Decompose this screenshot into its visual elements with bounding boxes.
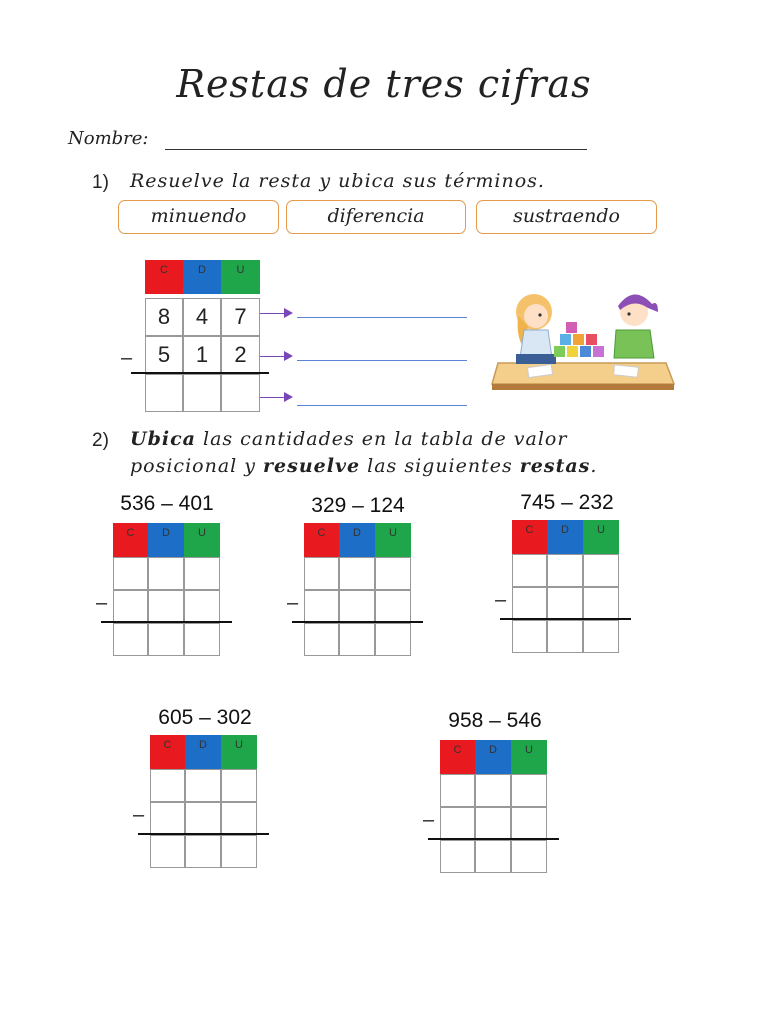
cell[interactable] xyxy=(304,623,339,656)
cell[interactable] xyxy=(184,623,220,656)
arrow-difference-head xyxy=(284,392,293,402)
cell[interactable] xyxy=(512,587,547,620)
minus-sign: – xyxy=(495,589,507,611)
exercise-2-line-2-a: posicional y xyxy=(130,455,264,477)
cell[interactable] xyxy=(583,620,619,653)
cell[interactable] xyxy=(184,557,220,590)
answer-line-difference[interactable] xyxy=(297,405,467,406)
subtraction-rule xyxy=(101,621,232,623)
operation-2-title: 329 – 124 xyxy=(311,494,405,517)
cell[interactable] xyxy=(375,557,411,590)
header-hundreds: C xyxy=(150,735,185,769)
exercise-2-line-2 xyxy=(130,455,597,477)
result-tens[interactable] xyxy=(183,374,221,412)
exercise-2-line-1 xyxy=(130,428,567,450)
cell[interactable] xyxy=(547,554,583,587)
subtraction-rule xyxy=(428,838,559,840)
operation-5-title: 958 – 546 xyxy=(448,709,542,732)
cell[interactable] xyxy=(475,774,511,807)
subtraction-rule xyxy=(131,372,269,374)
cell[interactable] xyxy=(304,557,339,590)
minuend-tens: 4 xyxy=(183,298,221,336)
cell[interactable] xyxy=(304,590,339,623)
cell[interactable] xyxy=(185,835,221,868)
answer-line-subtrahend[interactable] xyxy=(297,360,467,361)
exercise-2-word-resuelve: resuelve xyxy=(263,455,361,477)
operation-5-table xyxy=(423,740,547,873)
header-tens: D xyxy=(148,523,184,557)
cell[interactable] xyxy=(150,802,185,835)
header-units: U xyxy=(583,520,619,554)
header-hundreds: C xyxy=(304,523,339,557)
operation-2-table xyxy=(287,523,411,656)
cell[interactable] xyxy=(185,769,221,802)
operation-4-title: 605 – 302 xyxy=(158,706,252,729)
header-hundreds: C xyxy=(145,260,183,294)
cell[interactable] xyxy=(339,623,375,656)
cell[interactable] xyxy=(375,623,411,656)
header-hundreds: C xyxy=(440,740,475,774)
children-blocks-illustration xyxy=(488,278,676,398)
exercise-1-number: 1) xyxy=(92,172,109,193)
cell[interactable] xyxy=(511,774,547,807)
cell[interactable] xyxy=(440,807,475,840)
page-title: Restas de tres cifras xyxy=(176,62,592,106)
header-tens: D xyxy=(183,260,221,294)
cell[interactable] xyxy=(221,769,257,802)
cell[interactable] xyxy=(512,554,547,587)
term-minuendo[interactable]: minuendo xyxy=(118,200,279,234)
arrow-subtrahend xyxy=(260,356,284,357)
arrow-minuend-head xyxy=(284,308,293,318)
cell[interactable] xyxy=(339,557,375,590)
header-units: U xyxy=(184,523,220,557)
cell[interactable] xyxy=(511,807,547,840)
name-label: Nombre: xyxy=(68,128,149,149)
exercise-2-number: 2) xyxy=(92,430,109,451)
cell[interactable] xyxy=(113,590,148,623)
operation-3-title: 745 – 232 xyxy=(520,491,614,514)
subtrahend-units: 2 xyxy=(221,336,260,374)
cell[interactable] xyxy=(511,840,547,873)
minus-sign: – xyxy=(423,809,435,831)
minus-sign: – xyxy=(121,347,133,369)
subtrahend-tens: 1 xyxy=(183,336,221,374)
minuend-hundreds: 8 xyxy=(145,298,183,336)
cell[interactable] xyxy=(185,802,221,835)
operation-1-table xyxy=(96,523,220,656)
cell[interactable] xyxy=(221,835,257,868)
term-diferencia[interactable]: diferencia xyxy=(286,200,466,234)
name-field-line[interactable] xyxy=(165,149,587,150)
header-units: U xyxy=(511,740,547,774)
cell[interactable] xyxy=(512,620,547,653)
cell[interactable] xyxy=(113,557,148,590)
subtraction-rule xyxy=(292,621,423,623)
operation-4-table xyxy=(133,735,257,868)
minus-sign: – xyxy=(133,804,145,826)
subtraction-rule xyxy=(500,618,631,620)
header-units: U xyxy=(221,735,257,769)
term-sustraendo[interactable]: sustraendo xyxy=(476,200,657,234)
header-units: U xyxy=(221,260,260,294)
exercise-2-line-2-b: las siguientes xyxy=(360,455,520,477)
arrow-subtrahend-head xyxy=(284,351,293,361)
cell[interactable] xyxy=(475,807,511,840)
exercise-2-word-restas: restas xyxy=(519,455,591,477)
cell[interactable] xyxy=(148,557,184,590)
operation-3-table xyxy=(495,520,619,653)
arrow-difference xyxy=(260,397,284,398)
minuend-units: 7 xyxy=(221,298,260,336)
exercise-2-word-ubica: Ubica xyxy=(130,428,196,450)
cell[interactable] xyxy=(547,587,583,620)
cell[interactable] xyxy=(184,590,220,623)
result-hundreds[interactable] xyxy=(145,374,183,412)
header-hundreds: C xyxy=(113,523,148,557)
cell[interactable] xyxy=(375,590,411,623)
cell[interactable] xyxy=(113,623,148,656)
header-tens: D xyxy=(339,523,375,557)
header-tens: D xyxy=(185,735,221,769)
subtrahend-hundreds: 5 xyxy=(145,336,183,374)
exercise-2-line-1-rest: las cantidades en la tabla de valor xyxy=(195,428,568,450)
subtraction-rule xyxy=(138,833,269,835)
cell[interactable] xyxy=(583,587,619,620)
cell[interactable] xyxy=(440,840,475,873)
exercise-2-line-2-c: . xyxy=(590,455,598,477)
cell[interactable] xyxy=(150,769,185,802)
cell[interactable] xyxy=(475,840,511,873)
cell[interactable] xyxy=(221,802,257,835)
cell[interactable] xyxy=(547,620,583,653)
header-tens: D xyxy=(547,520,583,554)
arrow-minuend xyxy=(260,313,284,314)
cell[interactable] xyxy=(440,774,475,807)
cell[interactable] xyxy=(150,835,185,868)
cell[interactable] xyxy=(339,590,375,623)
answer-line-minuend[interactable] xyxy=(297,317,467,318)
exercise-1-instruction: Resuelve la resta y ubica sus términos. xyxy=(130,170,545,192)
operation-1-title: 536 – 401 xyxy=(120,492,214,515)
header-hundreds: C xyxy=(512,520,547,554)
header-units: U xyxy=(375,523,411,557)
result-units[interactable] xyxy=(221,374,260,412)
exercise-1-table xyxy=(121,260,260,412)
header-tens: D xyxy=(475,740,511,774)
cell[interactable] xyxy=(148,623,184,656)
minus-sign: – xyxy=(96,592,108,614)
minus-sign: – xyxy=(287,592,299,614)
cell[interactable] xyxy=(583,554,619,587)
cell[interactable] xyxy=(148,590,184,623)
